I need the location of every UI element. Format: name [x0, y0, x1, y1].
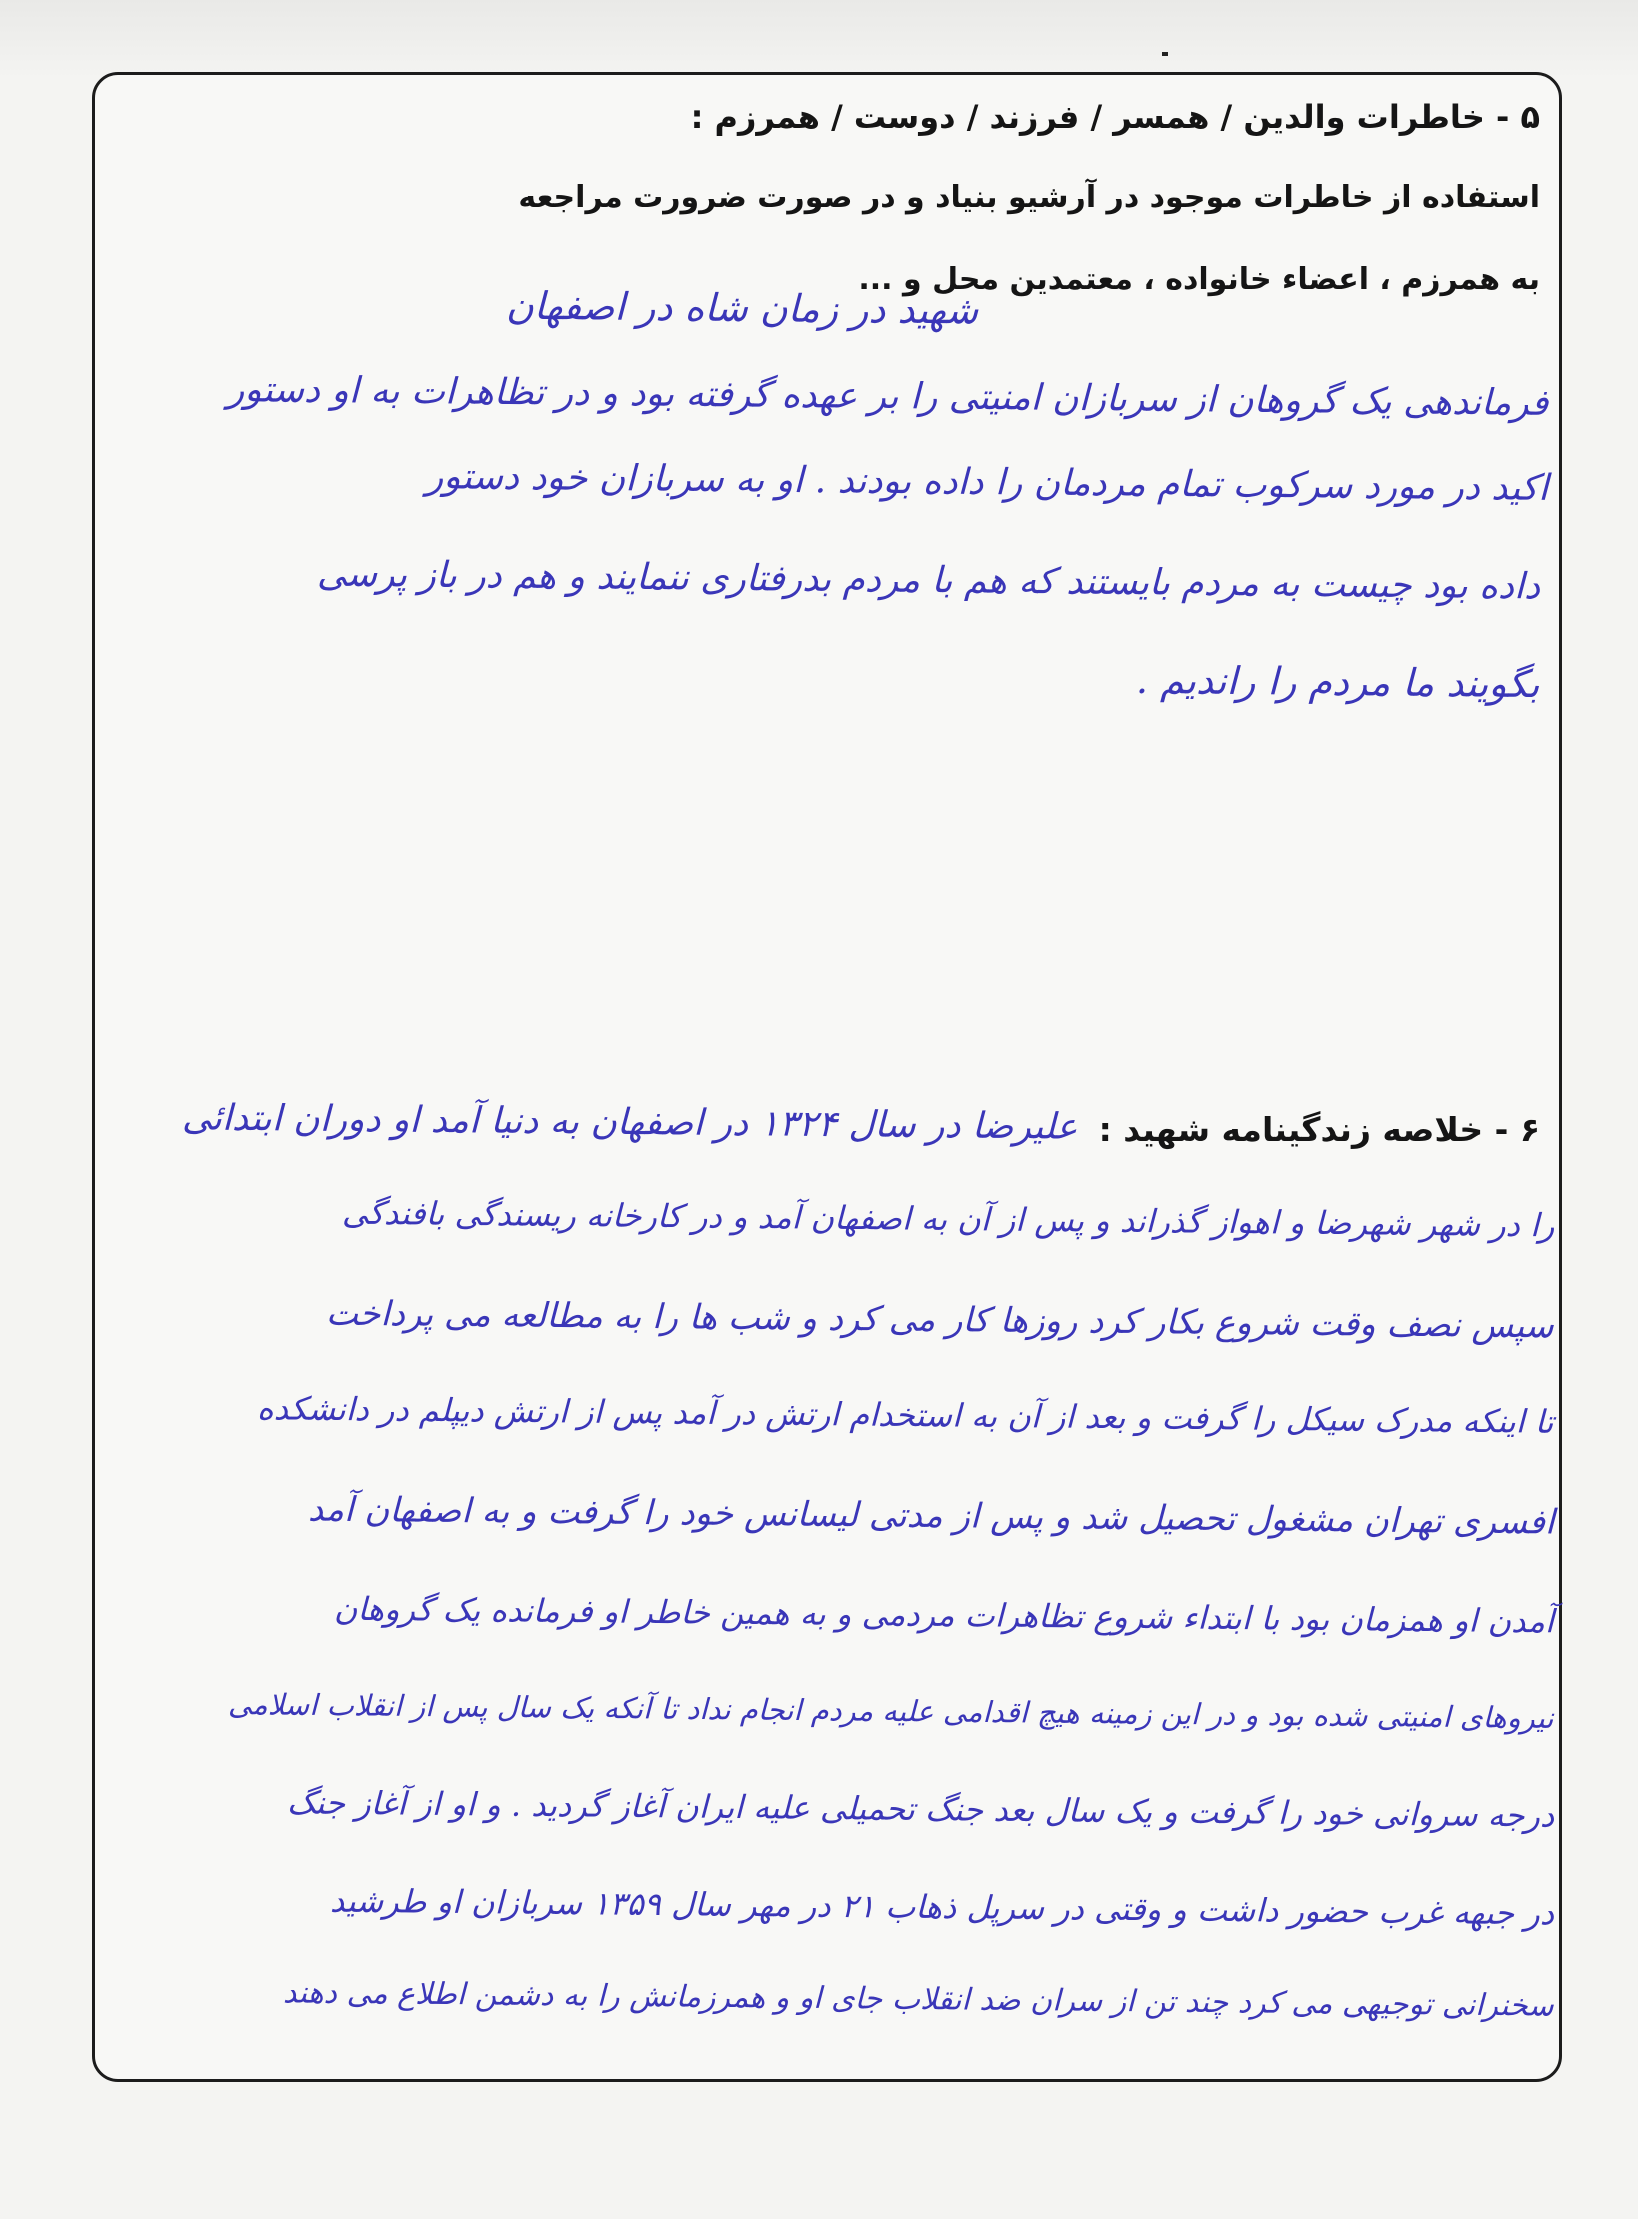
section6-handwritten-line: تا اینکه مدرک سیکل را گرفت و بعد از آن به استخدام ارتش در آمد پس از ارتش دیپلم در دانشکده: [257, 1389, 1555, 1441]
section6-handwritten-line: سخنرانی توجیهی می کرد چند تن از سران ضد انقلاب جای او و همرزمانش را به دشمن اطلاع می دهند: [283, 1975, 1555, 2024]
scan-dot: [1162, 52, 1168, 56]
section5-instruction-line2: به همرزم ، اعضاء خانواده ، معتمدین محل و ...: [858, 262, 1540, 297]
section6-handwritten-line: را در شهر شهرضا و اهواز گذراند و پس از آن به اصفهان آمد و در کارخانه ریسندگی بافندگی: [341, 1193, 1555, 1245]
section5-handwritten-line: شهید در زمان شاه در اصفهان: [505, 283, 979, 333]
section5-handwritten-line: بگویند ما مردم را راندیم .: [1136, 657, 1541, 707]
section6-handwritten-line: در جبهه غرب حضور داشت و وقتی در سرپل ذهاب ۲۱ در مهر سال ۱۳۵۹ سربازان او طرشید: [329, 1881, 1555, 1933]
section5-handwritten-line: فرماندهی یک گروهان از سربازان امنیتی را بر عهده گرفته بود و در تظاهرات به او دستور: [226, 369, 1549, 424]
section6-handwritten-line: سپس نصف وقت شروع بکار کرد روزها کار می کرد و شب ها را به مطالعه می پرداخت: [326, 1293, 1555, 1347]
section5-handwritten-line: داده بود چیست به مردم بایستند که هم با مردم بدرفتاری ننمایند و هم در باز پرسی: [316, 553, 1541, 608]
section6-handwritten-line: درجه سروانی خود را گرفت و یک سال بعد جنگ تحمیلی علیه ایران آغاز گردید . و او از آغاز جنگ: [286, 1783, 1555, 1835]
section5-handwritten-line: اکید در مورد سرکوب تمام مردمان را داده بودند . او به سربازان خود دستور: [425, 456, 1549, 509]
scan-top-shadow: [0, 0, 1638, 80]
section5-instruction-line1: استفاده از خاطرات موجود در آرشیو بنیاد و در صورت ضرورت مراجعه: [518, 180, 1540, 215]
section6-handwritten-line: افسری تهران مشغول تحصیل شد و پس از مدتی لیسانس خود را گرفت و به اصفهان آمد: [307, 1489, 1555, 1543]
section6-handwritten-first-line: علیرضا در سال ۱۳۲۴ در اصفهان به دنیا آمد او دوران ابتدائی: [182, 1097, 1079, 1148]
section6-heading: ۶ - خلاصه زندگینامه شهید :: [1098, 1110, 1540, 1149]
section5-heading: ۵ - خاطرات والدین / همسر / فرزند / دوست / همرزم :: [690, 98, 1540, 136]
section6-handwritten-line: آمدن او همزمان بود با ابتداء شروع تظاهرات مردمی و به همین خاطر او فرمانده یک گروهان: [333, 1589, 1555, 1641]
section6-handwritten-line: نیروهای امنیتی شده بود و در این زمینه هیچ اقدامی علیه مردم انجام نداد تا آنکه یک سال پس از انقلاب اسلامی: [228, 1687, 1555, 1735]
